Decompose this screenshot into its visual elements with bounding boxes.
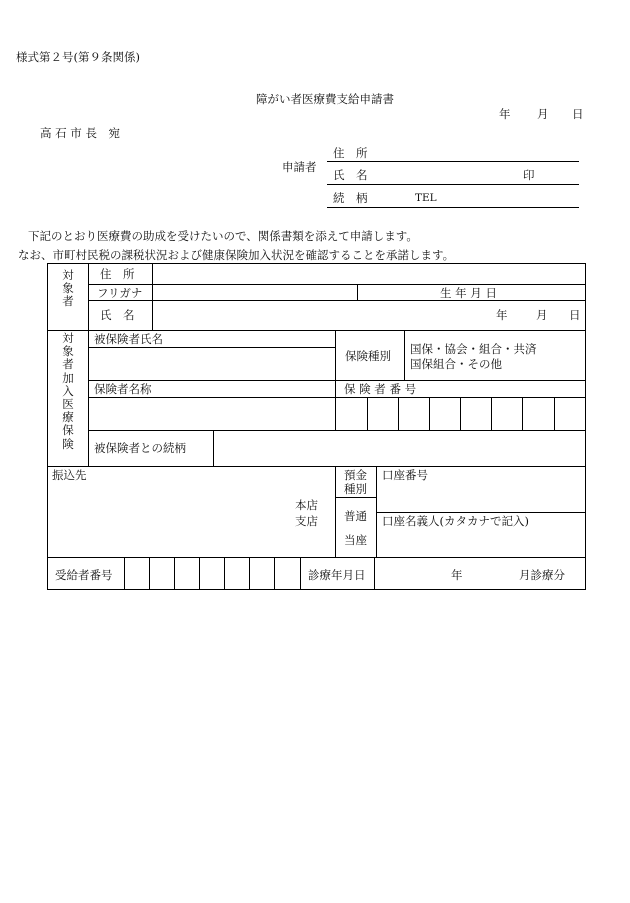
relationship-label: 被保険者との続柄 <box>94 441 186 455</box>
applicant-relation-label: 続 柄 <box>333 191 368 205</box>
header-day-label: 日 <box>572 107 584 121</box>
insurance-type-options-2[interactable]: 国保組合・その他 <box>410 357 502 371</box>
account-number-label: 口座番号 <box>382 468 428 482</box>
subject-birth-year-label: 年 <box>496 308 508 322</box>
treatment-date-label: 診療年月日 <box>308 568 366 582</box>
insurer-number-label: 保 険 者 番 号 <box>344 382 417 396</box>
transfer-label: 振込先 <box>52 468 87 482</box>
deposit-type-label-1: 預金 <box>344 468 367 482</box>
account-holder-label: 口座名義人(カタカナで記入) <box>382 514 529 528</box>
current-option[interactable]: 当座 <box>344 533 367 547</box>
insurance-section-label: 対 象 者 加 入 医 療 保 険 <box>62 331 74 451</box>
insurance-type-options-1[interactable]: 国保・協会・組合・共済 <box>410 342 537 356</box>
subject-name-label: 氏 名 <box>100 308 135 322</box>
applicant-name-label: 氏 名 <box>333 168 368 182</box>
subject-address-label: 住 所 <box>100 267 135 281</box>
subject-section-label: 対 象 者 <box>62 268 74 309</box>
treatment-year-label: 年 <box>451 568 463 582</box>
branch-label: 支店 <box>295 514 318 528</box>
form-title: 障がい者医療費支給申請書 <box>256 92 394 106</box>
treatment-month-label: 月診療分 <box>519 568 565 582</box>
subject-birth-day-label: 日 <box>569 308 581 322</box>
header-year-label: 年 <box>499 107 511 121</box>
insurer-name-label: 保険者名称 <box>94 382 152 396</box>
header-month-label: 月 <box>537 107 549 121</box>
subject-furigana-label: フリガナ <box>97 286 143 300</box>
addressee: 高 石 市 長 宛 <box>40 126 120 140</box>
applicant-tel-label: TEL <box>415 192 437 204</box>
applicant-label: 申請者 <box>282 160 317 174</box>
statement-line-1: 下記のとおり医療費の助成を受けたいので、関係書類を添えて申請します。 <box>28 229 418 243</box>
head-office-label: 本店 <box>295 498 318 512</box>
statement-line-2: なお、市町村民税の課税状況および健康保険加入状況を確認することを承諾します。 <box>18 248 455 262</box>
insured-name-label: 被保険者氏名 <box>94 332 163 346</box>
insurance-type-label: 保険種別 <box>345 349 391 363</box>
subject-birth-month-label: 月 <box>536 308 548 322</box>
applicant-seal-mark: 印 <box>523 168 535 182</box>
applicant-address-line[interactable] <box>327 161 579 162</box>
recipient-number-label: 受給者番号 <box>55 568 113 582</box>
form-number: 様式第２号(第９条関係) <box>16 50 140 64</box>
subject-birthdate-label: 生 年 月 日 <box>440 286 497 300</box>
applicant-name-line[interactable] <box>327 184 579 185</box>
deposit-type-label-2: 種別 <box>344 482 367 496</box>
applicant-address-label: 住 所 <box>333 146 368 160</box>
ordinary-option[interactable]: 普通 <box>344 509 367 523</box>
applicant-relation-line[interactable] <box>327 207 579 208</box>
